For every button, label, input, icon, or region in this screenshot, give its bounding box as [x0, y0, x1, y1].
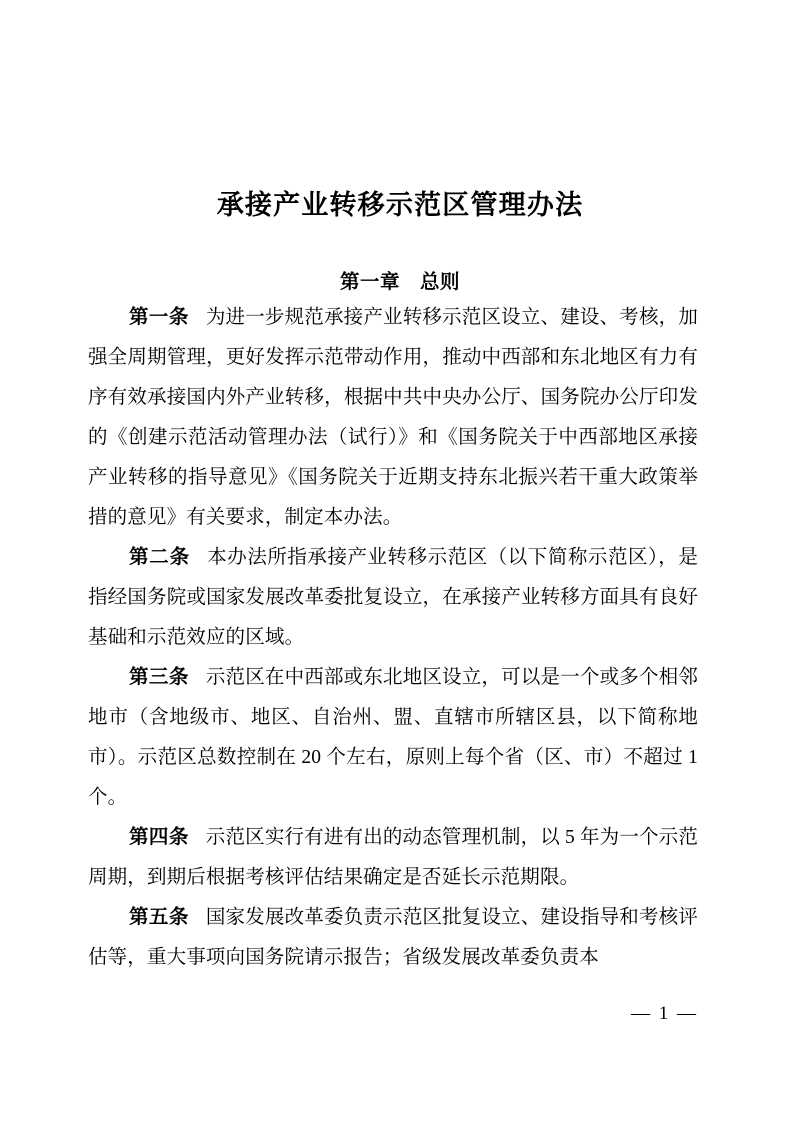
article-paragraph	[88, 898, 698, 978]
chapter-heading: 第一章 总则	[339, 272, 460, 294]
article-text: 本办法所指承接产业转移示范区（以下简称示范区），是指经国务院或国家发展改革委批复设立，在承接产业转移方面具有良好基础和示范效应的区域。	[88, 547, 698, 648]
article-label: 第二条	[129, 547, 190, 568]
article-label: 第三条	[129, 667, 189, 688]
article-text: 为进一步规范承接产业转移示范区设立、建设、考核，加强全周期管理，更好发挥示范带动作用，推动中西部和东北地区有力有序有效承接国内外产业转移，根据中共中央办公厅、国务院办公厅印发的《创建示范活动管理办法（试行）》和《国务院关于中西部地区承接产业转移的指导意见》《国务院关于近期支持东北振兴若干重大政策举措的意见》有关要求，制定本办法。	[88, 307, 698, 528]
page-title: 承接产业转移示范区管理办法	[216, 190, 584, 221]
article-paragraph	[88, 818, 698, 898]
article-text: 国家发展改革委负责示范区批复设立、建设指导和考核评估等，重大事项向国务院请示报告；省级发展改革委负责本	[88, 907, 698, 968]
article-label: 第五条	[129, 907, 189, 928]
page-number: — 1 —	[631, 1003, 698, 1024]
document-body	[88, 298, 698, 978]
article-paragraph	[88, 298, 698, 538]
article-text: 示范区实行有进有出的动态管理机制，以 5 年为一个示范周期，到期后根据考核评估结果确定是否延长示范期限。	[88, 827, 698, 888]
article-label: 第四条	[129, 827, 189, 848]
article-paragraph	[88, 538, 698, 658]
article-label: 第一条	[129, 307, 189, 328]
article-text: 示范区在中西部或东北地区设立，可以是一个或多个相邻地市（含地级市、地区、自治州、盟、直辖市所辖区县，以下简称地市）。示范区总数控制在 20 个左右，原则上每个省（区、市）不超过 1 个。	[88, 667, 698, 808]
article-paragraph	[88, 658, 698, 818]
